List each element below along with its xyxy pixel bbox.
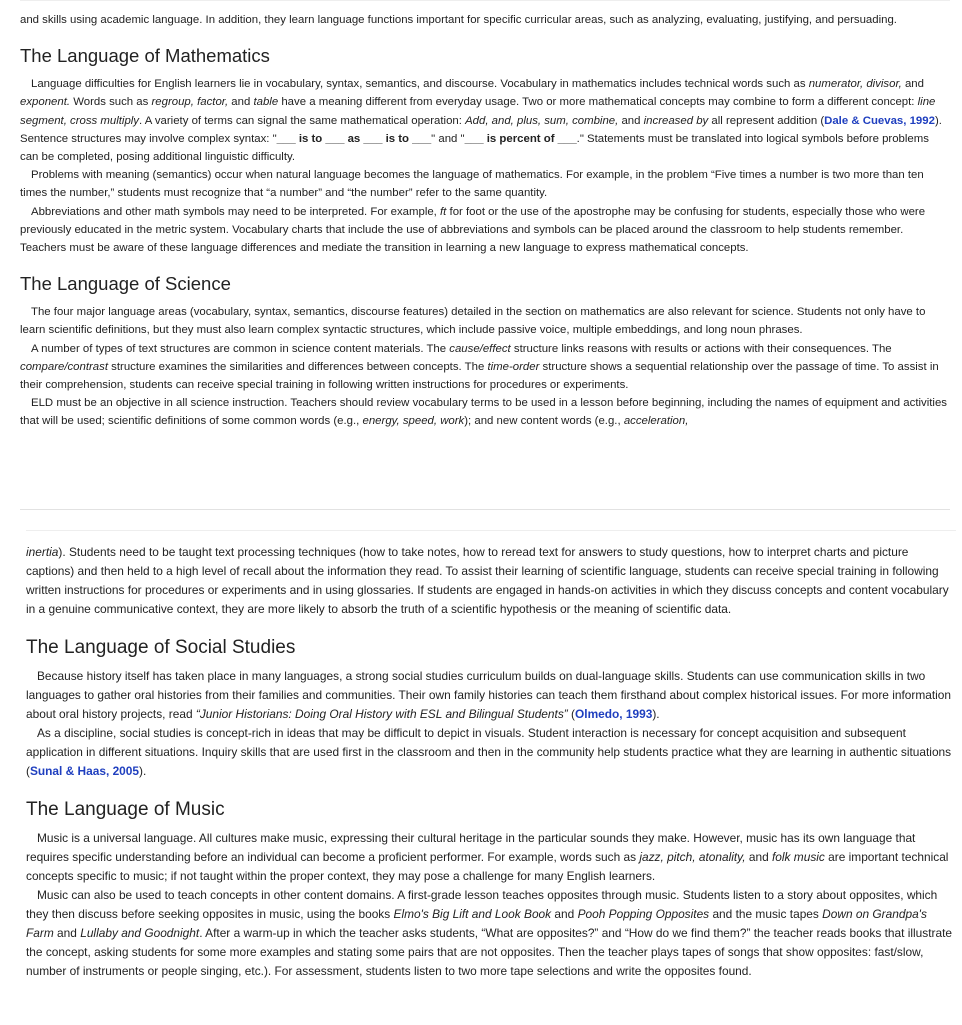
- intro-continued-paragraph: and skills using academic language. In addition, they learn language functions important for specific curricular areas, such as analyzing, evaluating, justifying, and persuading.: [20, 14, 897, 26]
- math-paragraph-3: Abbreviations and other math symbols may need to be interpreted. For example, ft for foot or the use of the apostrophe may be confusing for students, especially those who were previously educated in the metric system. Vocabulary charts that include the use of abbreviations and symbols can be placed around the classroom to help students remember. Teachers must be aware of these language differences and mediate the transition in learning a new language to express mathematical concepts.: [20, 205, 926, 255]
- science-paragraph-1: The four major language areas (vocabulary, syntax, semantics, discourse features) detailed in the section on mathematics are also relevant for science. Students not only have to learn scientific definitions, but they must also learn complex syntactic structures, which include passive voice, multiple embeddings, and long noun phrases.: [20, 306, 926, 337]
- music-paragraph-2: Music can also be used to teach concepts in other content domains. A first-grade lesson teaches opposites through music. Students listen to a story about opposites, which they then discuss before seeking opposites in music, using the books Elmo's Big Lift and Look Book and Pooh Popping Opposites and the music tapes Down on Grandpa's Farm and Lullaby and Goodnight. After a warm-up in which the teacher asks students, “What are opposites?” and “How do we find them?” the teacher reads books that illustrate the concept, asking students for some more examples and stating some pairs that are not opposites. Then the teacher plays tapes of songs that show opposites: fast/slow, number of instruments or people singing, etc.). For assessment, students listen to two more tape selections and write the opposites found.: [26, 888, 952, 978]
- heading-social-studies: The Language of Social Studies: [26, 637, 296, 658]
- citation-dale-cuevas-1992[interactable]: Dale & Cuevas, 1992: [824, 114, 935, 127]
- heading-music: The Language of Music: [26, 799, 225, 820]
- music-paragraph-1: Music is a universal language. All cultures make music, expressing their cultural heritage in the particular sounds they make. However, music has its own language that requires specific understanding before an individual can become a proficient performer. For example, words such as jazz, pitch, atonality, and folk music are important technical concepts specific to music; if not taught within the proper context, they may pose a challenge for many English learners.: [26, 831, 949, 883]
- science-paragraph-3: ELD must be an objective in all science instruction. Teachers should review vocabulary terms to be used in a lesson before beginning, including the names of equipment and activities that will be used; scientific definitions of some common words (e.g., energy, speed, work); and new content words (e.g., acceleration,: [20, 397, 947, 428]
- math-paragraph-2: Problems with meaning (semantics) occur when natural language becomes the language of mathematics. For example, in the problem “Five times a number is two more than ten times the number,” students must recognize that “a number” and “the number” refer to the same quantity.: [20, 169, 924, 200]
- citation-sunal-haas-2005[interactable]: Sunal & Haas, 2005: [29, 764, 140, 778]
- heading-mathematics: The Language of Mathematics: [20, 45, 270, 67]
- heading-science: The Language of Science: [20, 273, 231, 295]
- citation-olmedo-1993[interactable]: Olmedo, 1993: [575, 707, 653, 721]
- page-section-bottom: [26, 530, 956, 1025]
- math-paragraph-1: Language difficulties for English learners lie in vocabulary, syntax, semantics, and discourse. Vocabulary in mathematics includes technical words such as numerator, divisor, and exponent. Words such as regroup, factor, and table have a meaning different from everyday usage. Two or more mathematical concepts may combine to form a different concept: line segment, cross multiply. A variety of terms can signal the same mathematical operation: Add, and, plus, sum, combine, and increased by all represent addition (Dale & Cuevas, 1992). Sentence structures may involve complex syntax: "___ is to ___ as ___ is to ___" and "___ is percent of ___." Statements must be translated into logical symbols before problems can be completed, posing additional linguistic difficulty.: [20, 78, 942, 164]
- science-paragraph-2: A number of types of text structures are common in science content materials. The cause/effect structure links reasons with results or actions with their consequences. The compare/contrast structure examines the similarities and differences between concepts. The time-order structure shows a sequential relationship over the passage of time. To assist in their comprehension, students can receive special training in following written instructions for procedures or experiments.: [20, 342, 939, 392]
- social-paragraph-2: As a discipline, social studies is concept-rich in ideas that may be difficult to depict in visuals. Student interaction is necessary for concept acquisition and subsequent application in different situations. Inquiry skills that are used first in the classroom and then in the community help students practice what they are learning in authentic situations (Sunal & Haas, 2005).: [26, 726, 952, 778]
- social-paragraph-1: Because history itself has taken place in many languages, a strong social studies curriculum builds on dual-language skills. Students can use communication skills in two languages to gather oral histories from their families and communities. Their own family histories can teach them firsthand about complex historical issues. For more information about oral history projects, read “Junior Historians: Doing Oral History with ESL and Bilingual Students” (Olmedo, 1993).: [26, 669, 952, 721]
- science-continued-paragraph: inertia). Students need to be taught text processing techniques (how to take notes, how to reread text for answers to study questions, how to interpret charts and picture captions) and then held to a high level of recall about the information they read. To assist their learning of scientific language, students can receive special training in following written instructions for procedures or experiments and in using glossaries. If students are engaged in hands-on activities in which they discuss concepts and content vocabulary in a genuine communicative context, they are more likely to absorb the truth of a scientific hypothesis or the meaning of scientific data.: [26, 545, 949, 616]
- page-section-top: [20, 0, 950, 510]
